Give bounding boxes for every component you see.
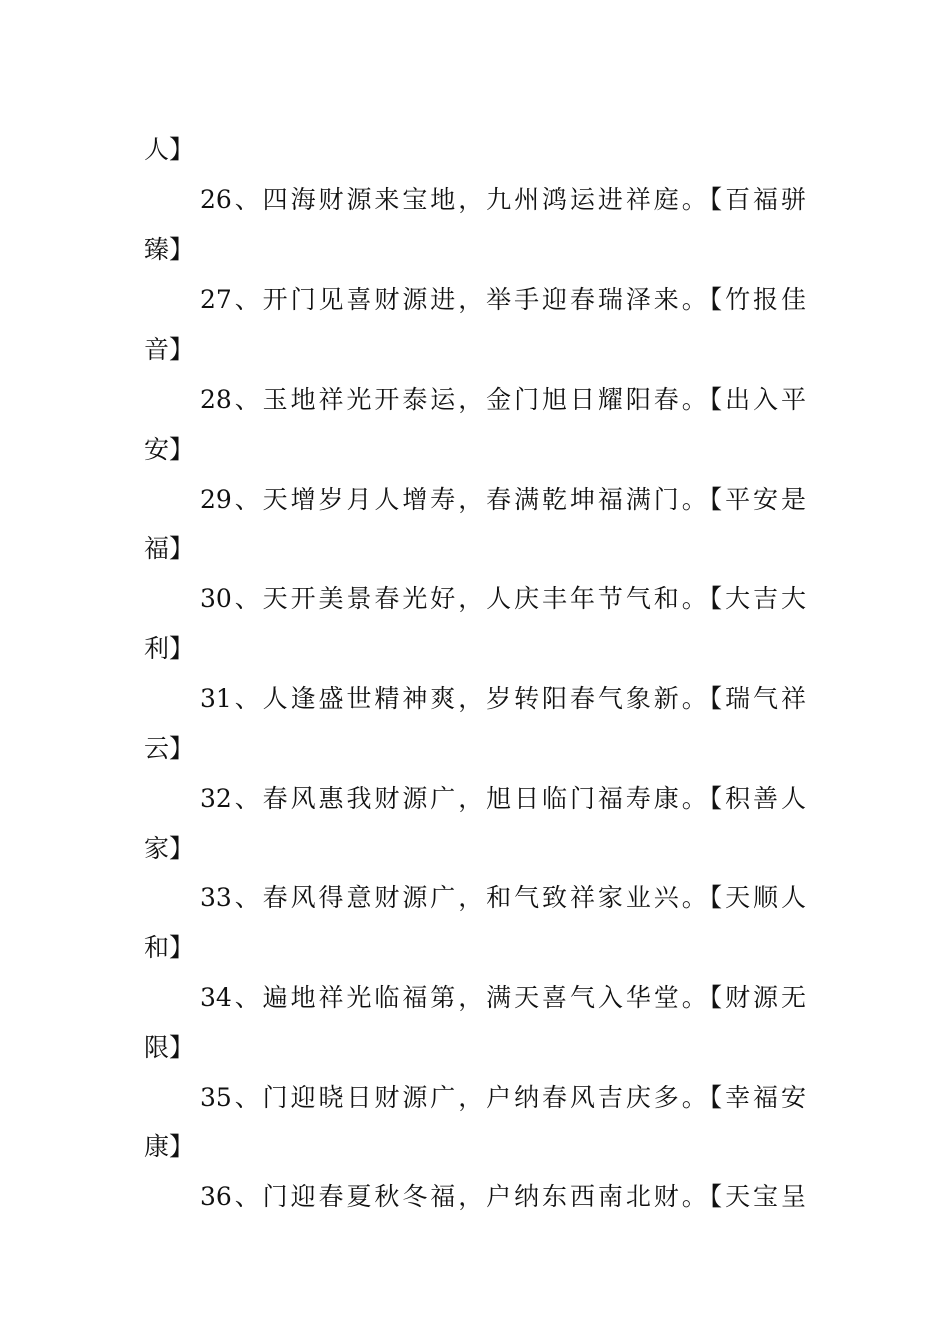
text-line: 音】 [144, 335, 195, 364]
couplet-line: 29、天增岁月人增寿，春满乾坤福满门。【平安是 [200, 485, 806, 514]
couplet-line: 28、玉地祥光开泰运，金门旭日耀阳春。【出入平 [200, 385, 806, 414]
couplet-line: 27、开门见喜财源进，举手迎春瑞泽来。【竹报佳 [200, 285, 806, 314]
couplet-line: 36、门迎春夏秋冬福，户纳东西南北财。【天宝呈 [200, 1182, 806, 1211]
couplet-line: 34、遍地祥光临福第，满天喜气入华堂。【财源无 [200, 983, 806, 1012]
couplet-line: 32、春风惠我财源广，旭日临门福寿康。【积善人 [200, 784, 806, 813]
text-line: 康】 [144, 1132, 195, 1161]
text-line: 和】 [144, 933, 195, 962]
text-line: 臻】 [144, 235, 195, 264]
text-line: 利】 [144, 634, 195, 663]
text-line: 人】 [144, 135, 195, 164]
couplet-line: 35、门迎晓日财源广，户纳春风吉庆多。【幸福安 [200, 1083, 806, 1112]
couplet-line: 33、春风得意财源广，和气致祥家业兴。【天顺人 [200, 883, 806, 912]
text-line: 家】 [144, 834, 195, 863]
text-line: 云】 [144, 734, 195, 763]
couplet-line: 26、四海财源来宝地，九州鸿运进祥庭。【百福骈 [200, 185, 806, 214]
couplet-line: 30、天开美景春光好，人庆丰年节气和。【大吉大 [200, 584, 806, 613]
text-line: 安】 [144, 435, 195, 464]
text-line: 限】 [144, 1033, 195, 1062]
text-line: 福】 [144, 534, 195, 563]
couplet-line: 31、人逢盛世精神爽，岁转阳春气象新。【瑞气祥 [200, 684, 806, 713]
